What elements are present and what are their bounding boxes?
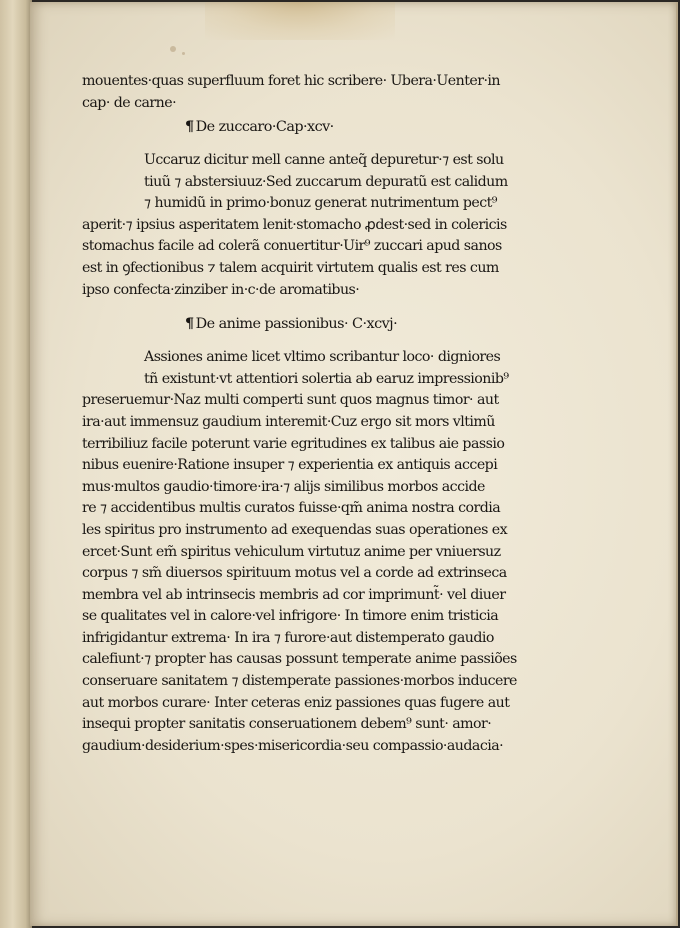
text-line: insequi propter sanitatis conseruationem debem⁹ sunt· amor· xyxy=(82,716,492,733)
foxing-spot xyxy=(182,52,185,55)
chapter-96-body xyxy=(82,347,532,757)
text-line: membra vel ab intrinsecis membris ad cor imprimunt̃· vel diuer xyxy=(82,586,506,603)
chapter-95-body xyxy=(82,150,532,301)
chapter-heading-text: De anime passionibus· C·xcvj· xyxy=(195,316,398,333)
text-line: aperit·⁊ ipsius asperitatem lenit·stomacho ꝓdest·sed in colericis xyxy=(82,216,507,233)
main-text-block xyxy=(82,70,532,757)
text-line: mouentes·quas superfluum foret hic scribere· Ubera·Uenter·in xyxy=(82,73,501,89)
text-line: ipso confecta·zinziber in·c·de aromatibus· xyxy=(82,281,360,298)
text-line: se qualitates vel in calore·vel infrigore· In timore enim tristicia xyxy=(82,608,499,625)
chapter-heading-96 xyxy=(82,311,532,337)
text-line: infrigidantur extrema· In ira ⁊ furore·aut distemperato gaudio xyxy=(82,629,494,646)
chapter-heading-95 xyxy=(82,114,532,140)
text-line: Uccaruz dicitur mell canne anteq̃ depuretur·⁊ est solu xyxy=(144,152,504,168)
chapter-heading-text: De zuccaro·Cap·xcv· xyxy=(195,119,334,135)
text-line: ira·aut immensuz gaudium interemit·Cuz ergo sit mors vltimũ xyxy=(82,413,495,430)
text-line: ercet·Sunt em̃ spiritus vehiculum virtutuz anime per vniuersuz xyxy=(82,543,501,560)
text-line: re ⁊ accidentibus multis curatos fuisse·qm̃ anima nostra cordia xyxy=(82,500,501,517)
text-line: conseruare sanitatem ⁊ distemperate passiones·morbos inducere xyxy=(82,673,517,690)
pilcrow-icon: ¶ xyxy=(185,118,194,135)
text-line: tñ existunt·vt attentiori solertia ab earuz impressionib⁹ xyxy=(144,370,509,387)
pilcrow-icon: ¶ xyxy=(185,315,194,333)
text-line: gaudium·desiderium·spes·misericordia·seu compassio·audacia· xyxy=(82,737,504,754)
book-page xyxy=(30,2,678,926)
facing-page-edge xyxy=(0,0,32,928)
text-line: calefiunt·⁊ propter has causas possunt temperate anime passiões xyxy=(82,651,517,668)
text-line: stomachus facile ad colerã conuertitur·Uir⁹ zuccari apud sanos xyxy=(82,238,502,255)
text-line: Assiones anime licet vltimo scribantur loco· digniores xyxy=(144,349,501,366)
text-line: nibus euenire·Ratione insuper ⁊ experientia ex antiquis accepi xyxy=(82,457,498,474)
text-line: est in ꝯfectionibus ⁊ talem acquirit virtutem qualis est res cum xyxy=(82,259,499,276)
water-stain xyxy=(205,2,395,40)
text-line: les spiritus pro instrumento ad exequendas suas operationes ex xyxy=(82,521,508,538)
text-line: cap· de carne· xyxy=(82,95,177,111)
text-line: mus·multos gaudio·timore·ira·⁊ alijs similibus morbos accide xyxy=(82,478,485,495)
text-line: tiuũ ⁊ abstersiuuz·Sed zuccarum depuratũ est calidum xyxy=(144,173,508,190)
text-line: preseruemur·Naz multi comperti sunt quos magnus timor· aut xyxy=(82,392,499,409)
text-line: terribiliuz facile poterunt varie egritudines ex talibus aie passio xyxy=(82,435,505,452)
text-line: corpus ⁊ sm̃ diuersos spirituum motus vel a corde ad extrinseca xyxy=(82,565,507,582)
text-line: ⁊ humidũ in primo·bonuz generat nutrimentum pect⁹ xyxy=(144,195,497,212)
foxing-spot xyxy=(170,46,176,52)
text-line: aut morbos curare· Inter ceteras eniz passiones quas fugere aut xyxy=(82,694,510,711)
